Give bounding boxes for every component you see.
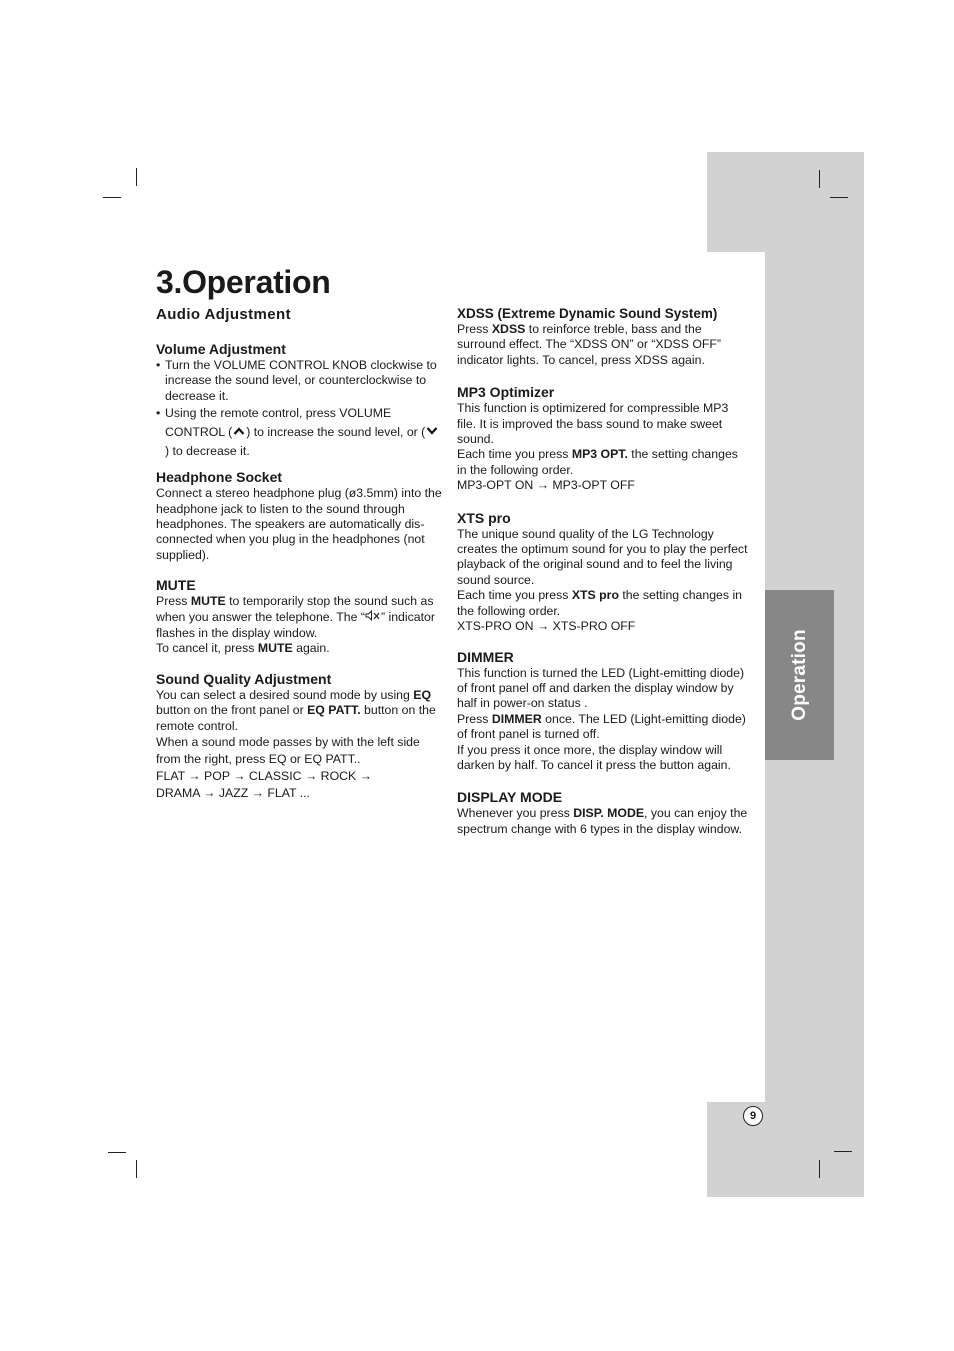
sound-quality-section (156, 671, 443, 802)
paragraph: This function is turned the LED (Light-emitting diode) of front panel off and darken the display window by half in power-on status . (457, 665, 745, 711)
crop-mark (819, 170, 820, 188)
volume-section (156, 341, 443, 461)
paragraph: Press XDSS to reinforce treble, bass and the surround effect. The “XDSS ON” or “XDSS OFF” indicator lights. To cancel, press XDSS again. (457, 322, 722, 367)
side-panel-bottom (707, 1102, 864, 1197)
right-column (457, 305, 749, 837)
paragraph: You can select a desired sound mode by using EQ button on the front panel or EQ PATT. button on the remote control. (156, 687, 436, 733)
paragraph: To cancel it, press MUTE again. (156, 641, 330, 656)
xdss-section (457, 305, 749, 368)
list-item: • Turn the VOLUME CONTROL KNOB clockwise to increase the sound level, or counterclockwise to decrease it. (156, 358, 443, 404)
display-mode-section (457, 789, 749, 837)
mute-icon (365, 612, 381, 624)
left-column (156, 341, 443, 802)
section-heading: MP3 Optimizer (457, 384, 555, 401)
list-item: • Using the remote control, press VOLUME CONTROL ( ) to increase the sound level, or () to decrease it. (156, 404, 443, 461)
crop-mark (136, 1160, 137, 1178)
crop-mark (103, 197, 121, 198)
crop-mark (830, 197, 848, 198)
crop-mark (834, 1151, 852, 1152)
chevron-up-icon (232, 423, 246, 442)
mp3-optimizer-section (457, 384, 749, 493)
paragraph: This function is optimizered for compressible MP3 file. It is improved the bass sound to make sweet sound. (457, 401, 729, 447)
mute-section (156, 577, 443, 657)
mode-sequence: FLAT → POP → CLASSIC → ROCK → (156, 769, 372, 784)
paragraph: If you press it once more, the display window will darken by half. To cancel it press the button again. (457, 742, 731, 772)
section-heading: Sound Quality Adjustment (156, 670, 332, 687)
paragraph: Each time you press MP3 OPT. the setting changes in the following order. (457, 447, 738, 477)
paragraph: Press MUTE to temporarily stop the sound such as when you answer the telephone. The “ ” indicator flashes in the display window. (156, 594, 435, 641)
xts-pro-section (457, 510, 749, 635)
mode-sequence: MP3-OPT ON → MP3-OPT OFF (457, 478, 635, 493)
chevron-down-icon (425, 423, 439, 442)
crop-mark (819, 1160, 820, 1178)
section-heading: XTS pro (457, 509, 511, 526)
mode-sequence: DRAMA → JAZZ → FLAT ... (156, 786, 310, 801)
section-tab (765, 590, 834, 760)
section-heading: Headphone Socket (156, 469, 283, 486)
section-heading: MUTE (156, 577, 196, 594)
dimmer-section (457, 649, 749, 774)
paragraph: Each time you press XTS pro the setting changes in the following order. (457, 588, 743, 618)
section-heading: XDSS (Extreme Dynamic Sound System) (457, 306, 718, 321)
mode-sequence: XTS-PRO ON → XTS-PRO OFF (457, 619, 636, 634)
paragraph: Whenever you press DISP. MODE, you can enjoy the spectrum change with 6 types in the display window. (457, 806, 748, 836)
paragraph: The unique sound quality of the LG Technology creates the optimum sound for you to play the perfect playback of the original sound and to feel the living sound source. (457, 526, 748, 587)
crop-mark (136, 168, 137, 186)
side-panel-top (707, 152, 864, 252)
headphone-section (156, 469, 443, 563)
page-title: 3.Operation (156, 264, 331, 300)
paragraph: When a sound mode passes by with the left side from the right, press EQ or EQ PATT.. (156, 735, 420, 767)
section-heading: DIMMER (457, 648, 514, 665)
crop-mark (108, 1152, 126, 1153)
paragraph: Press DIMMER once. The LED (Light-emitting diode) of front panel is turned off. (457, 711, 746, 742)
section-heading: Volume Adjustment (156, 341, 286, 357)
section-heading: DISPLAY MODE (457, 789, 563, 806)
paragraph: Connect a stereo headphone plug (ø3.5mm) into the headphone jack to listen to the sound through headphones. The speakers are automatically dis-connected when you plug in the headphones (not supplied). (156, 486, 442, 562)
section-tab-label: Operation (788, 629, 810, 721)
page-number: 9 (743, 1106, 763, 1126)
page-subtitle: Audio Adjustment (156, 306, 291, 323)
